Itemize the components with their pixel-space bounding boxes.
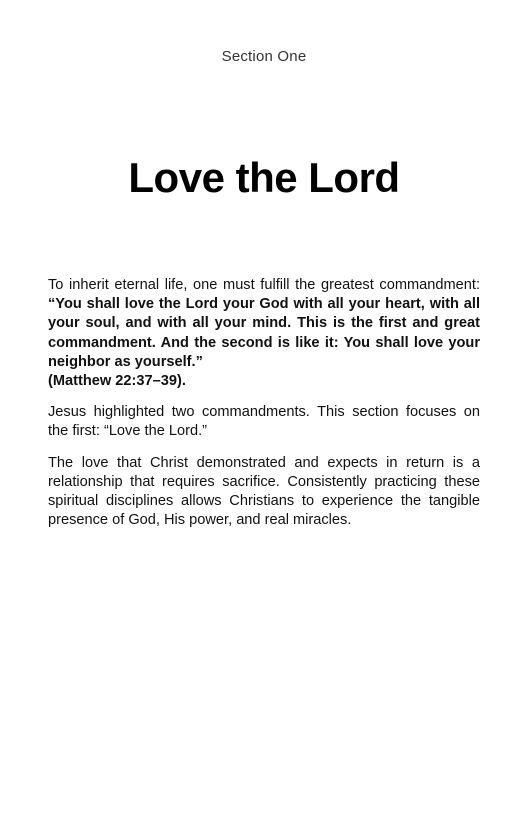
paragraph-intro [48, 276, 480, 391]
paragraph-third: The love that Christ demonstrated and expects in return is a relationship that requires sacrifice. Consistently practicing these spiritual disciplines allows Christians to experience the tangible presence of God, His power, and real miracles. [48, 454, 480, 529]
section-label: Section One [221, 48, 307, 65]
body-text [48, 276, 480, 542]
scripture-quote: “You shall love the Lord your God with all your heart, with all your soul, and with all your mind. This is the first and great commandment. And the second is like it: You shall love your neighbor as yourself.” [48, 296, 480, 370]
scripture-citation: (Matthew 22:37–39). [48, 373, 186, 390]
page-title: Love the Lord [128, 154, 400, 201]
intro-text: To inherit eternal life, one must fulfill the greatest commandment: [48, 277, 480, 293]
paragraph-second: Jesus highlighted two commandments. This section focuses on the first: “Love the Lord.” [48, 404, 480, 440]
